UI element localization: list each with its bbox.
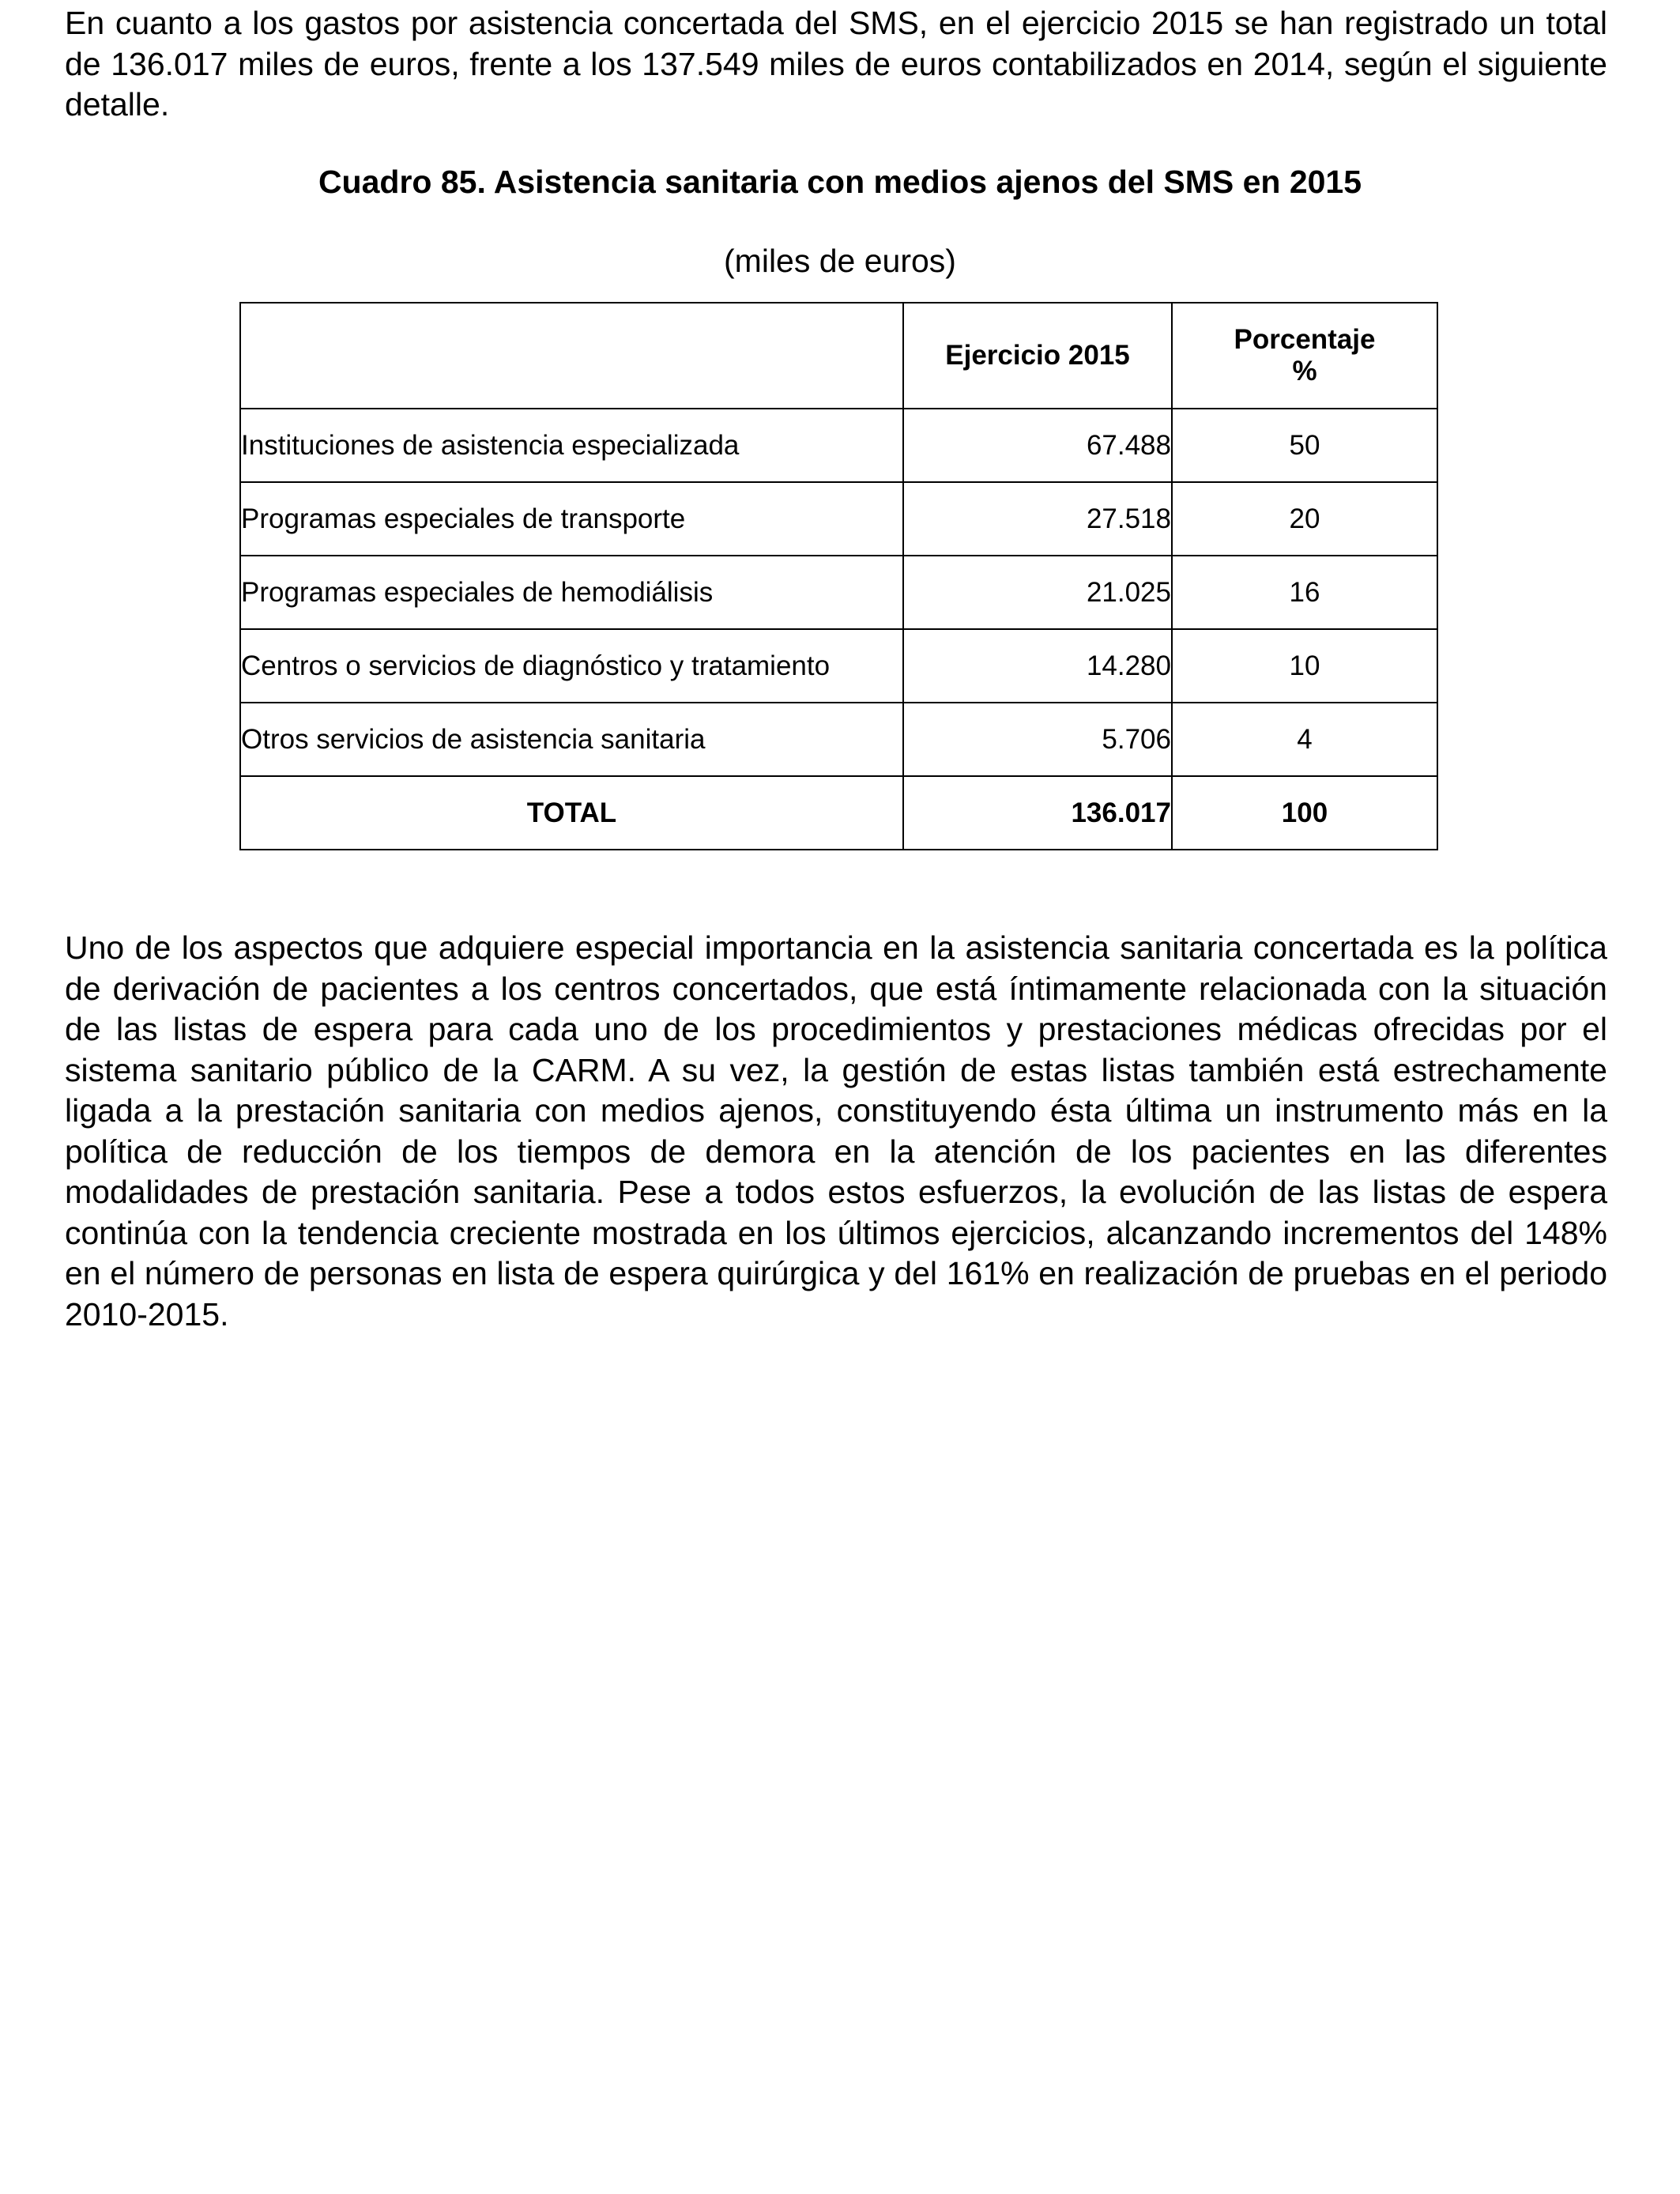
row-amount: 5.706 — [903, 703, 1172, 776]
row-concept: Centros o servicios de diagnóstico y tratamiento — [240, 629, 903, 703]
row-concept: Otros servicios de asistencia sanitaria — [240, 703, 903, 776]
row-percent: 16 — [1172, 556, 1437, 629]
table-row — [240, 482, 1437, 556]
table-row — [240, 703, 1437, 776]
table-units: (miles de euros) — [724, 243, 956, 279]
table-title: Cuadro 85. Asistencia sanitaria con medios ajenos del SMS en 2015 — [318, 164, 1362, 200]
row-percent: 4 — [1172, 703, 1437, 776]
row-percent: 20 — [1172, 482, 1437, 556]
table-row — [240, 409, 1437, 482]
total-percent: 100 — [1172, 776, 1437, 850]
table-total-row — [240, 776, 1437, 850]
body-paragraph: Uno de los aspectos que adquiere especial importancia en la asistencia sanitaria concertada es la política de derivación de pacientes a los centros concertados, que está íntimamente relacionada con la situación de las listas de espera para cada uno de los procedimientos y prestaciones médicas ofrecidas por el sistema sanitario público de la CARM. A su vez, la gestión de estas listas también está estrechamente ligada a la prestación sanitaria con medios ajenos, constituyendo ésta última un instrumento más en la política de reducción de los tiempos de demora en la atención de los pacientes en las diferentes modalidades de prestación sanitaria. Pese a todos estos esfuerzos, la evolución de las listas de espera continúa con la tendencia creciente mostrada en los últimos ejercicios, alcanzando incrementos del 148% en el número de personas en lista de espera quirúrgica y del 161% en realización de pruebas en el periodo 2010-2015. — [65, 929, 1607, 1333]
row-amount: 14.280 — [903, 629, 1172, 703]
table-row — [240, 629, 1437, 703]
total-label: TOTAL — [240, 776, 903, 850]
row-concept: Programas especiales de hemodiálisis — [240, 556, 903, 629]
row-amount: 21.025 — [903, 556, 1172, 629]
row-percent: 10 — [1172, 629, 1437, 703]
row-amount: 67.488 — [903, 409, 1172, 482]
row-amount: 27.518 — [903, 482, 1172, 556]
intro-paragraph: En cuanto a los gastos por asistencia concertada del SMS, en el ejercicio 2015 se han registrado un total de 136.017 miles de euros, frente a los 137.549 miles de euros contabilizados en 2014, según el siguiente detalle. — [65, 5, 1607, 123]
total-amount: 136.017 — [903, 776, 1172, 850]
row-concept: Instituciones de asistencia especializada — [240, 409, 903, 482]
header-percent — [1172, 303, 1437, 409]
expenses-table — [239, 302, 1438, 850]
row-concept: Programas especiales de transporte — [240, 482, 903, 556]
row-percent: 50 — [1172, 409, 1437, 482]
table-row — [240, 556, 1437, 629]
header-year: Ejercicio 2015 — [903, 303, 1172, 409]
table-header-row — [240, 303, 1437, 409]
header-percent-symbol: % — [1292, 356, 1317, 386]
header-concept — [240, 303, 903, 409]
header-percent-label: Porcentaje — [1234, 324, 1376, 355]
